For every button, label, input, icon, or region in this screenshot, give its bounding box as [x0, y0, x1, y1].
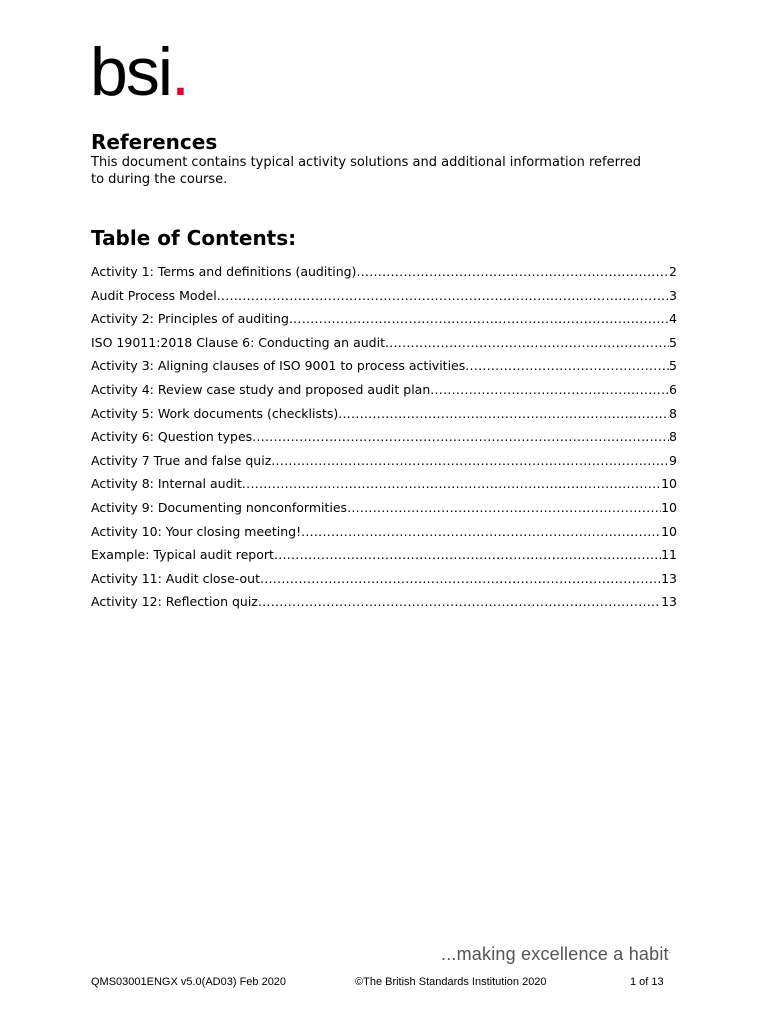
- toc-entry-page: 3: [669, 287, 677, 303]
- toc-entry-page: 5: [669, 358, 677, 374]
- toc-dot-leader: [430, 382, 669, 397]
- toc-dot-leader: [385, 335, 669, 350]
- toc-entry[interactable]: [91, 571, 677, 595]
- toc-entry-title: Activity 2: Principles of auditing: [91, 311, 289, 327]
- toc-entry-title: Activity 5: Work documents (checklists): [91, 405, 339, 421]
- logo-text: bsi: [90, 34, 171, 110]
- tagline-text: ...making excellence a habit: [441, 944, 669, 964]
- toc-entry-title: Activity 7 True and false quiz: [91, 452, 272, 468]
- toc-dot-leader: [252, 429, 669, 444]
- toc-dot-leader: [260, 571, 661, 586]
- toc-dot-leader: [356, 264, 669, 279]
- tagline-mark: .: [668, 946, 672, 955]
- toc-entry-title: Activity 12: Reflection quiz: [91, 594, 258, 610]
- toc-dot-leader: [258, 594, 661, 609]
- toc-entry-page: 6: [669, 381, 677, 397]
- toc-entry[interactable]: [91, 358, 677, 382]
- toc-entry[interactable]: [91, 406, 677, 430]
- toc-entry-page: 2: [669, 264, 677, 279]
- toc-entry-page: 11: [661, 547, 677, 563]
- references-intro: This document contains typical activity solutions and additional information referred to during the course.: [91, 155, 642, 187]
- toc-entry-page: 9: [669, 452, 677, 468]
- toc-entry-page: 13: [661, 570, 677, 586]
- toc-entry[interactable]: [91, 429, 677, 453]
- toc-entry-title: Activity 8: Internal audit: [91, 476, 242, 492]
- toc-entry[interactable]: [91, 453, 677, 477]
- toc-dot-leader: [217, 288, 669, 303]
- tagline: [441, 944, 671, 965]
- toc-dot-leader: [465, 358, 669, 373]
- bsi-logo: [90, 34, 188, 110]
- toc-entry[interactable]: [91, 500, 677, 524]
- logo-dot: .: [170, 34, 188, 110]
- footer-copyright: ©The British Standards Institution 2020: [355, 976, 547, 988]
- toc-entry-title: Activity 9: Documenting nonconformities: [91, 499, 348, 515]
- toc-entry[interactable]: [91, 264, 677, 288]
- toc-entry[interactable]: [91, 547, 677, 571]
- toc-entry[interactable]: [91, 524, 677, 548]
- toc-entry[interactable]: [91, 288, 677, 312]
- toc-dot-leader: [289, 311, 669, 326]
- toc-entry-page: 10: [661, 499, 677, 515]
- toc-entry-title: ISO 19011:2018 Clause 6: Conducting an audit: [91, 334, 385, 350]
- toc-entry-title: Activity 10: Your closing meeting!: [91, 523, 302, 539]
- footer-page-indicator: 1 of 13: [630, 976, 664, 988]
- toc-dot-leader: [271, 453, 669, 468]
- toc-entry-page: 4: [669, 311, 677, 327]
- toc-entry-page: 13: [661, 594, 677, 610]
- toc-entry[interactable]: [91, 382, 677, 406]
- toc-entry[interactable]: [91, 311, 677, 335]
- toc-entry-title: Activity 4: Review case study and proposed audit plan: [91, 381, 431, 397]
- toc-entry-title: Activity 6: Question types: [91, 429, 253, 445]
- toc-entry[interactable]: [91, 594, 677, 618]
- toc-entry-title: Example: Typical audit report: [91, 547, 274, 563]
- toc-dot-leader: [301, 524, 661, 539]
- toc-entry-title: Activity 11: Audit close-out: [91, 570, 260, 586]
- toc-dot-leader: [242, 476, 661, 491]
- table-of-contents: [91, 264, 677, 618]
- toc-entry-page: 8: [669, 405, 677, 421]
- toc-dot-leader: [338, 406, 669, 421]
- toc-heading: Table of Contents:: [91, 226, 297, 250]
- toc-entry-page: 10: [661, 523, 677, 539]
- toc-entry-page: 10: [661, 476, 677, 492]
- toc-entry[interactable]: [91, 335, 677, 359]
- toc-entry[interactable]: [91, 476, 677, 500]
- toc-dot-leader: [274, 547, 661, 562]
- footer-doc-code: QMS03001ENGX v5.0(AD03) Feb 2020: [91, 976, 287, 988]
- toc-entry-title: Activity 1: Terms and definitions (auditing): [91, 264, 357, 279]
- references-heading: References: [91, 130, 218, 154]
- toc-dot-leader: [347, 500, 661, 515]
- toc-entry-page: 8: [669, 429, 677, 445]
- toc-entry-title: Activity 3: Aligning clauses of ISO 9001 to process activities: [91, 358, 466, 374]
- toc-entry-page: 5: [669, 334, 677, 350]
- toc-entry-title: Audit Process Model: [91, 287, 217, 303]
